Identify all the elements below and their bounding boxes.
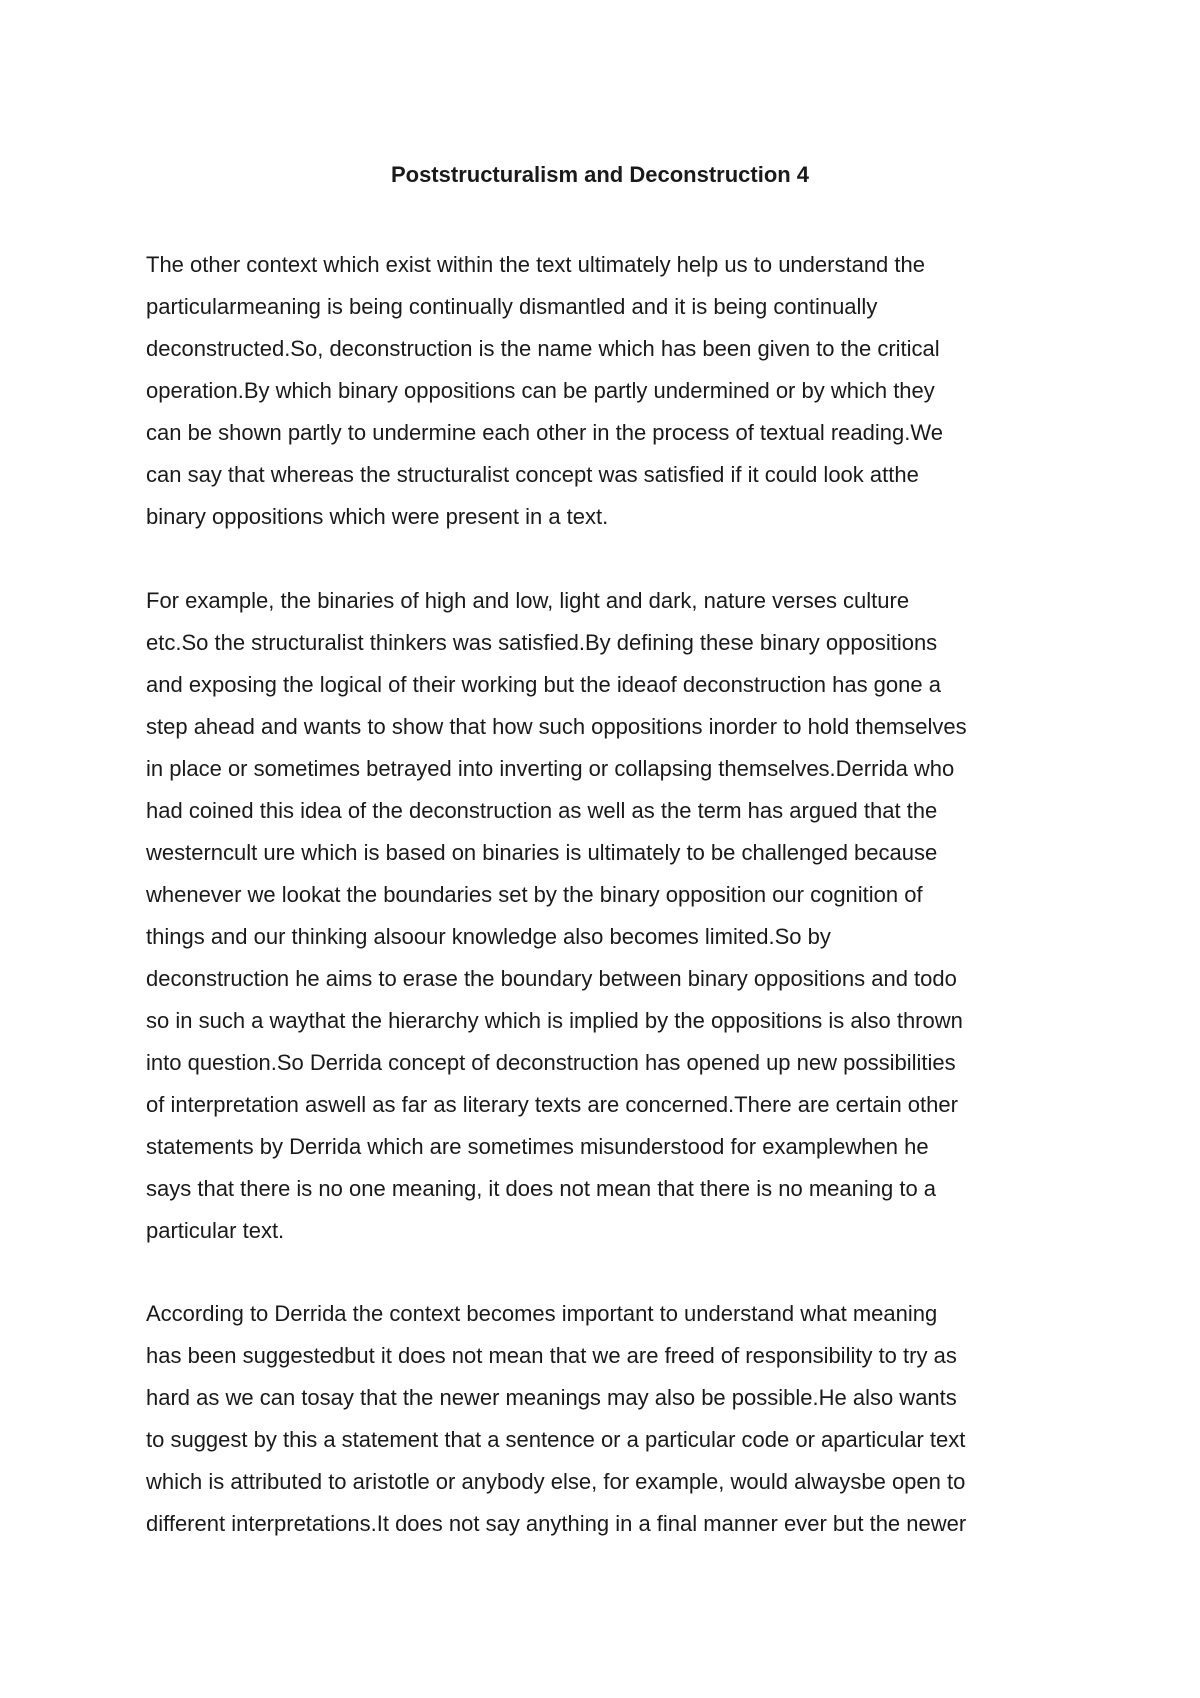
paragraph-line: to suggest by this a statement that a sentence or a particular code or aparticular text bbox=[146, 1427, 966, 1452]
paragraph-line: which is attributed to aristotle or anybody else, for example, would alwaysbe open to bbox=[146, 1469, 966, 1494]
paragraph-line: deconstructed.So, deconstruction is the name which has been given to the critical bbox=[146, 336, 940, 361]
paragraph-line: binary oppositions which were present in a text. bbox=[146, 504, 609, 529]
paragraph-line: of interpretation aswell as far as literary texts are concerned.There are certain other bbox=[146, 1092, 958, 1117]
paragraph-line: in place or sometimes betrayed into inverting or collapsing themselves.Derrida who bbox=[146, 756, 955, 781]
paragraph-line: step ahead and wants to show that how such oppositions inorder to hold themselves bbox=[146, 714, 967, 739]
paragraph-line: particular text. bbox=[146, 1218, 285, 1243]
paragraph-line: so in such a waythat the hierarchy which is implied by the oppositions is also thrown bbox=[146, 1008, 963, 1033]
paragraph-line: operation.By which binary oppositions can be partly undermined or by which they bbox=[146, 378, 935, 403]
paragraph-line: different interpretations.It does not say anything in a final manner ever but the newer bbox=[146, 1511, 967, 1536]
paragraph-2 bbox=[146, 580, 1066, 1252]
paragraph-line: westerncult ure which is based on binaries is ultimately to be challenged because bbox=[146, 840, 938, 865]
paragraph-line: says that there is no one meaning, it does not mean that there is no meaning to a bbox=[146, 1176, 937, 1201]
paragraph-line: statements by Derrida which are sometimes misunderstood for examplewhen he bbox=[146, 1134, 929, 1159]
paragraph-line: had coined this idea of the deconstruction as well as the term has argued that the bbox=[146, 798, 938, 823]
paragraph-line: things and our thinking alsoour knowledge also becomes limited.So by bbox=[146, 924, 831, 949]
paragraph-line: According to Derrida the context becomes important to understand what meaning bbox=[146, 1301, 938, 1326]
paragraph-line: hard as we can tosay that the newer meanings may also be possible.He also wants bbox=[146, 1385, 957, 1410]
paragraph-line: The other context which exist within the text ultimately help us to understand the bbox=[146, 252, 925, 277]
paragraph-line: and exposing the logical of their working but the ideaof deconstruction has gone a bbox=[146, 672, 941, 697]
paragraph-1 bbox=[146, 244, 1066, 538]
paragraph-line: whenever we lookat the boundaries set by the binary opposition our cognition of bbox=[146, 882, 923, 907]
paragraph-line: etc.So the structuralist thinkers was satisfied.By defining these binary oppositions bbox=[146, 630, 938, 655]
paragraph-3 bbox=[146, 1293, 1066, 1545]
paragraph-line: particularmeaning is being continually dismantled and it is being continually bbox=[146, 294, 878, 319]
paragraph-line: into question.So Derrida concept of deconstruction has opened up new possibilities bbox=[146, 1050, 956, 1075]
paragraph-line: deconstruction he aims to erase the boundary between binary oppositions and todo bbox=[146, 966, 957, 991]
paragraph-line: can say that whereas the structuralist concept was satisfied if it could look atthe bbox=[146, 462, 919, 487]
paragraph-line: For example, the binaries of high and low, light and dark, nature verses culture bbox=[146, 588, 910, 613]
paragraph-line: has been suggestedbut it does not mean that we are freed of responsibility to try as bbox=[146, 1343, 957, 1368]
document-title: Poststructuralism and Deconstruction 4 bbox=[390, 162, 810, 187]
paragraph-line: can be shown partly to undermine each other in the process of textual reading.We bbox=[146, 420, 943, 445]
